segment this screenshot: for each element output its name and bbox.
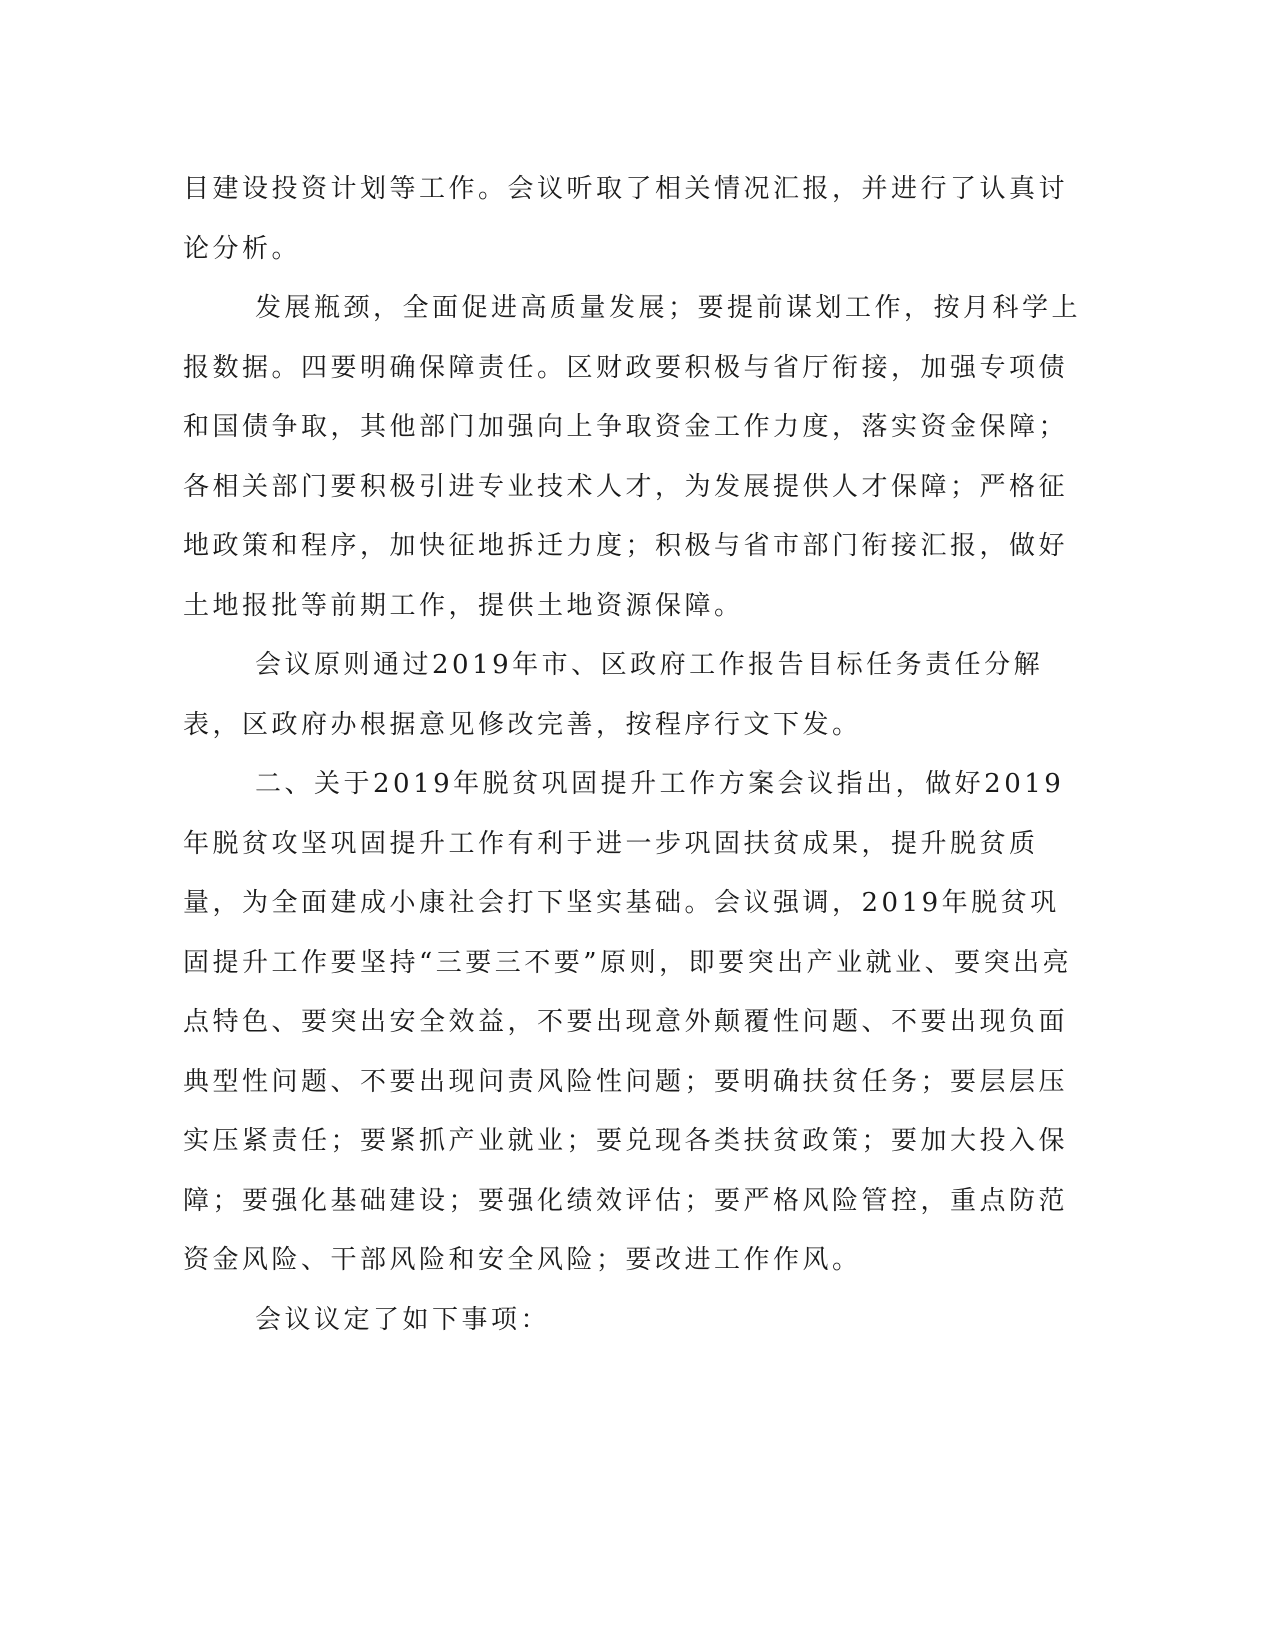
paragraph-2: 发展瓶颈，全面促进高质量发展；要提前谋划工作，按月科学上报数据。四要明确保障责任。区财政要积极与省厅衔接，加强专项债和国债争取，其他部门加强向上争取资金工作力度，落实资金保障；各相关部门要积极引进专业技术人才，为发展提供人才保障；严格征地政策和程序，加快征地拆迁力度；积极与省市部门衔接汇报，做好土地报批等前期工作，提供土地资源保障。 [183,293,1082,621]
document-body [183,160,1083,1350]
paragraph-5: 会议议定了如下事项： [255,1304,551,1335]
paragraph-3: 会议原则通过2019年市、区政府工作报告目标任务责任分解表，区政府办根据意见修改完善，按程序行文下发。 [183,650,1044,740]
paragraph-1: 目建设投资计划等工作。会议听取了相关情况汇报，并进行了认真讨论分析。 [183,174,1069,264]
paragraph-4: 二、关于2019年脱贫巩固提升工作方案会议指出，做好2019年脱贫攻坚巩固提升工作有利于进一步巩固扶贫成果，提升脱贫质量，为全面建成小康社会打下坚实基础。会议强调，2019年脱贫巩固提升工作要坚持“三要三不要”原则，即要突出产业就业、要突出亮点特色、要突出安全效益，不要出现意外颠覆性问题、不要出现负面典型性问题、不要出现问责风险性问题；要明确扶贫任务；要层层压实压紧责任；要紧抓产业就业；要兑现各类扶贫政策；要加大投入保障；要强化基础建设；要强化绩效评估；要严格风险管控，重点防范资金风险、干部风险和安全风险；要改进工作作风。 [183,769,1073,1275]
